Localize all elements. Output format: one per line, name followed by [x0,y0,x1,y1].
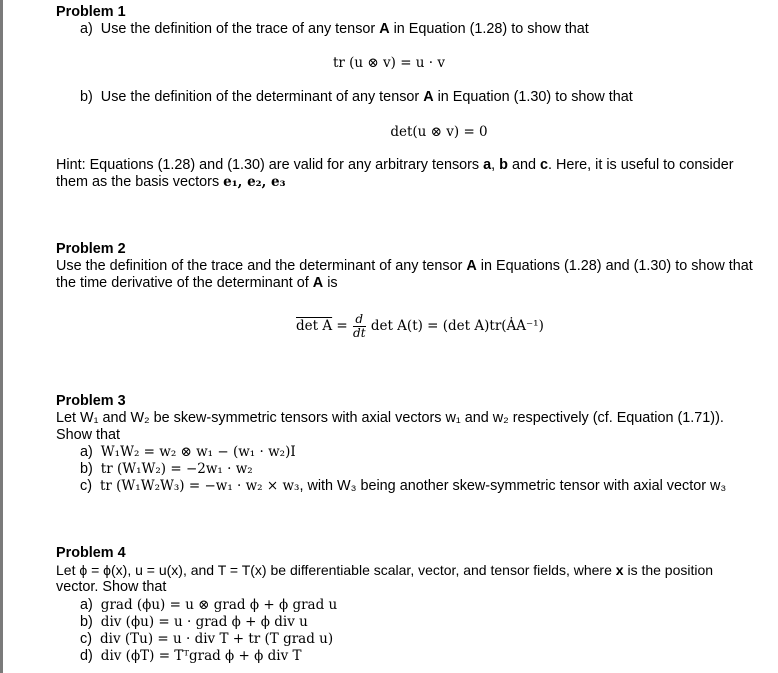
text: Use the definition of the trace of any tensor [100,21,376,37]
problem-2-title: Problem 2 [56,241,126,257]
hint-b: b [499,157,508,173]
tensor-symbol: A [466,258,477,274]
problem-3-line-1: Let W₁ and W₂ be skew-symmetric tensors with axial vectors w₁ and w₂ respectively (cf. Equation (1.71)). [56,410,724,426]
left-margin-rule [0,0,3,673]
text: Use the definition of the trace and the determinant of any tensor [56,258,463,274]
problem-3-title: Problem 3 [56,393,126,409]
tail: , with W₃ being another skew-symmetric tensor with axial vector w₃ [299,478,727,494]
equation: div (ϕu) = u · grad ϕ + ϕ div u [100,614,308,630]
hint-and: and [511,157,536,173]
problem-1a [80,21,589,38]
label: b) [80,89,93,105]
label: a) [80,444,93,460]
label: b) [80,461,93,477]
problem-2-line-2 [56,275,338,292]
equation-2-rhs: det A(t) = (det A)tr(ȦA⁻¹) [370,318,544,334]
label: a) [80,597,93,613]
label: c) [80,478,92,494]
equation: grad (ϕu) = u ⊗ grad ϕ + ϕ grad u [100,597,338,613]
problem-1-title: Problem 1 [56,4,126,20]
hint-a: a [483,157,492,173]
problem-4-title: Problem 4 [56,545,126,561]
label: b) [80,614,93,630]
problem-4-line-2: vector. Show that [56,579,167,595]
equation-1a: tr (u ⊗ v) = u · v [332,55,445,71]
equation: div (Tu) = u · div T + tr (T grad u) [100,631,334,647]
hint-comma: , [491,157,496,173]
problem-3a [80,444,296,461]
problem-1b [80,89,633,106]
fraction-denominator: dt [353,326,366,340]
tail: in Equation (1.30) to show that [437,89,633,105]
problem-3c [80,478,726,495]
hint-line-2 [56,174,285,191]
basis-vectors: e₁, e₂, e₃ [223,174,286,190]
problem-4b [80,614,308,631]
hint-line-1 [56,157,734,174]
label: c) [80,631,92,647]
problem-3b [80,461,253,478]
tensor-symbol: A [379,21,390,37]
text: Use the definition of the determinant of any tensor [100,89,420,105]
tail: in Equation (1.28) to show that [393,21,589,37]
tail: is the position [627,562,714,578]
problem-4-line-1 [56,562,713,579]
problem-4a [80,597,337,614]
tensor-symbol: A [312,275,324,291]
tail: is [327,275,338,291]
problem-4c [80,631,333,648]
problem-3-line-2: Show that [56,427,120,443]
text: the time derivative of the determinant of [56,275,309,291]
hint-text-2: . Here, it is useful to consider [547,157,734,173]
equation-1b: det(u ⊗ v) = 0 [390,124,488,140]
problem-2-line-1 [56,258,753,275]
label: a) [80,21,93,37]
position-symbol: x [615,562,624,578]
tail: in Equations (1.28) and (1.30) to show that [480,258,753,274]
derivative-fraction [353,313,366,340]
hint-text-3: them as the basis vectors [56,174,220,190]
equation-2: det A = $\frac{d}{dt}$ det A(t) = (det A)tr(ȦA⁻¹) [296,312,544,340]
equation: div (ϕT) = Tᵀgrad ϕ + ϕ div T [100,648,302,664]
text: Let ϕ = ϕ(x), u = u(x), and T = T(x) be differentiable scalar, vector, and tensor fields, where [56,562,612,578]
equation: tr (W₁W₂) = −2w₁ · w₂ [100,461,253,477]
equation: tr (W₁W₂W₃) = −w₁ · w₂ × w₃ [100,478,300,494]
problem-4d [80,648,302,665]
tensor-symbol: A [423,89,434,105]
label: d) [80,648,93,664]
equation: W₁W₂ = w₂ ⊗ w₁ − (w₁ · w₂)I [100,444,296,460]
fraction-numerator: d [353,313,366,327]
equation-2-lhs: det A [296,318,333,334]
hint-text: Hint: Equations (1.28) and (1.30) are valid for any arbitrary tensors [56,157,480,173]
hint-c: c [539,157,548,173]
